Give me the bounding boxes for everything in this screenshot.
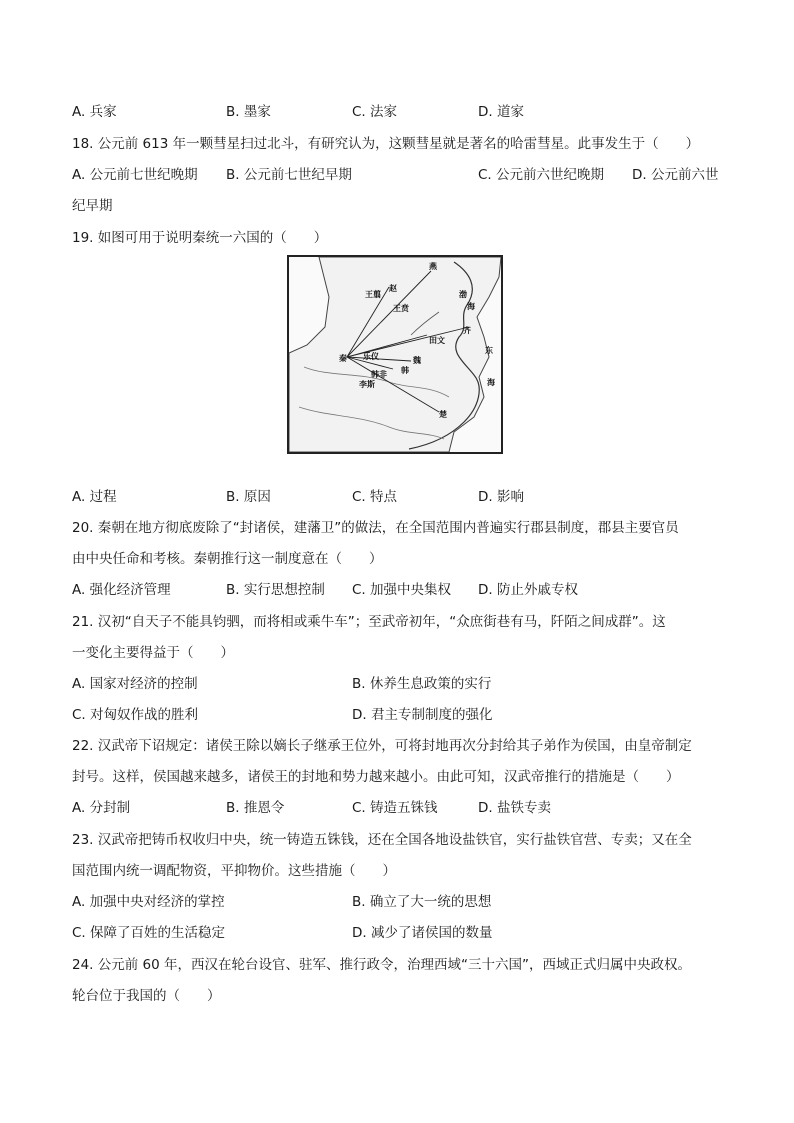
q19-option-a: A. 过程 — [72, 489, 117, 505]
q21-option-d: D. 君主专制制度的强化 — [352, 707, 493, 723]
q18-option-a: A. 公元前七世纪晚期 — [72, 167, 198, 183]
q18-option-c: C. 公元前六世纪晚期 — [478, 167, 605, 183]
q18-option-d-continued: 纪早期 — [72, 198, 113, 214]
map-label-hai2: 海 — [467, 302, 475, 311]
q24-stem-line1: 24. 公元前 60 年，西汉在轮台设官、驻军、推行政令，治理西域“三十六国”，西域正式归属中央政权。 — [72, 957, 692, 973]
map-label-yan: 燕 — [429, 262, 437, 271]
q20-option-b: B. 实行思想控制 — [226, 582, 325, 598]
map-label-dong: 东 — [485, 346, 493, 355]
q23-option-c: C. 保障了百姓的生活稳定 — [72, 925, 226, 941]
q17-option-d: D. 道家 — [478, 104, 524, 120]
q20-stem-line1: 20. 秦朝在地方彻底废除了“封诸侯，建藩卫”的做法，在全国范围内普遍实行郡县制度，郡县主要官员 — [72, 520, 679, 536]
q22-stem-line1: 22. 汉武帝下诏规定：诸侯王除以嫡长子继承王位外，可将封地再次分封给其子弟作为侯国，由皇帝制定 — [72, 738, 692, 754]
map-label-qi: 齐 — [463, 326, 471, 335]
q18-stem: 18. 公元前 613 年一颗彗星扫过北斗，有研究认为，这颗彗星就是著名的哈雷彗星。此事发生于（ ） — [72, 136, 700, 152]
q21-stem-line1: 21. 汉初“自天子不能具钧驷，而将相或乘牛车”；至武帝初年，“众庶街巷有马，阡陌之间成群”。这 — [72, 614, 666, 630]
q17-option-b: B. 墨家 — [226, 104, 271, 120]
map-label-bo: 渤 — [459, 290, 467, 299]
q23-option-b: B. 确立了大一统的思想 — [352, 894, 492, 910]
q21-option-c: C. 对匈奴作战的胜利 — [72, 707, 199, 723]
q18-option-d: D. 公元前六世 — [632, 167, 719, 183]
q19-option-c: C. 特点 — [352, 489, 398, 505]
q17-option-c: C. 法家 — [352, 104, 398, 120]
q22-stem-line2: 封号。这样，侯国越来越多，诸侯王的封地和势力越来越小。由此可知，汉武帝推行的措施是（ ） — [72, 769, 680, 785]
q20-option-d: D. 防止外戚专权 — [478, 582, 578, 598]
map-label-lisi: 李斯 — [359, 380, 375, 389]
q22-option-c: C. 铸造五铢钱 — [352, 800, 438, 816]
q20-option-c: C. 加强中央集权 — [352, 582, 452, 598]
q23-stem-line1: 23. 汉武帝把铸币权收归中央，统一铸造五铢钱，还在全国各地设盐铁官，实行盐铁官营、专卖；又在全 — [72, 832, 692, 848]
map-label-qin: 秦 — [339, 354, 347, 363]
q19-stem: 19. 如图可用于说明秦统一六国的（ ） — [72, 230, 328, 246]
map-label-wangjian: 王翦 — [365, 290, 381, 299]
q23-option-d: D. 减少了诸侯国的数量 — [352, 925, 493, 941]
q17-option-a: A. 兵家 — [72, 104, 117, 120]
map-label-han: 韩 — [401, 366, 409, 375]
map-label-hai: 海 — [487, 378, 495, 387]
q20-option-a: A. 强化经济管理 — [72, 582, 171, 598]
map-label-hanfei: 韩非 — [371, 370, 387, 379]
q24-stem-line2: 轮台位于我国的（ ） — [72, 988, 221, 1004]
q19-option-b: B. 原因 — [226, 489, 271, 505]
map-label-tianwen: 田文 — [429, 336, 445, 345]
q18-option-b: B. 公元前七世纪早期 — [226, 167, 352, 183]
q21-option-a: A. 国家对经济的控制 — [72, 676, 198, 692]
q23-stem-line2: 国范围内统一调配物资，平抑物价。这些措施（ ） — [72, 863, 396, 879]
map-label-chu: 楚 — [439, 410, 447, 419]
q22-option-b: B. 推恩令 — [226, 800, 285, 816]
map-label-yueyi: 乐仪 — [363, 352, 379, 361]
map-label-wangben: 王贲 — [393, 304, 409, 313]
q19-option-d: D. 影响 — [478, 489, 524, 505]
q23-option-a: A. 加强中央对经济的掌控 — [72, 894, 225, 910]
q20-stem-line2: 由中央任命和考核。秦朝推行这一制度意在（ ） — [72, 551, 383, 567]
q21-stem-line2: 一变化主要得益于（ ） — [72, 645, 234, 661]
q22-option-d: D. 盐铁专卖 — [478, 800, 551, 816]
q22-option-a: A. 分封制 — [72, 800, 131, 816]
map-label-zhao: 赵 — [389, 284, 397, 293]
qin-unification-map — [287, 255, 503, 454]
map-label-wei: 魏 — [413, 356, 421, 365]
q21-option-b: B. 休养生息政策的实行 — [352, 676, 492, 692]
